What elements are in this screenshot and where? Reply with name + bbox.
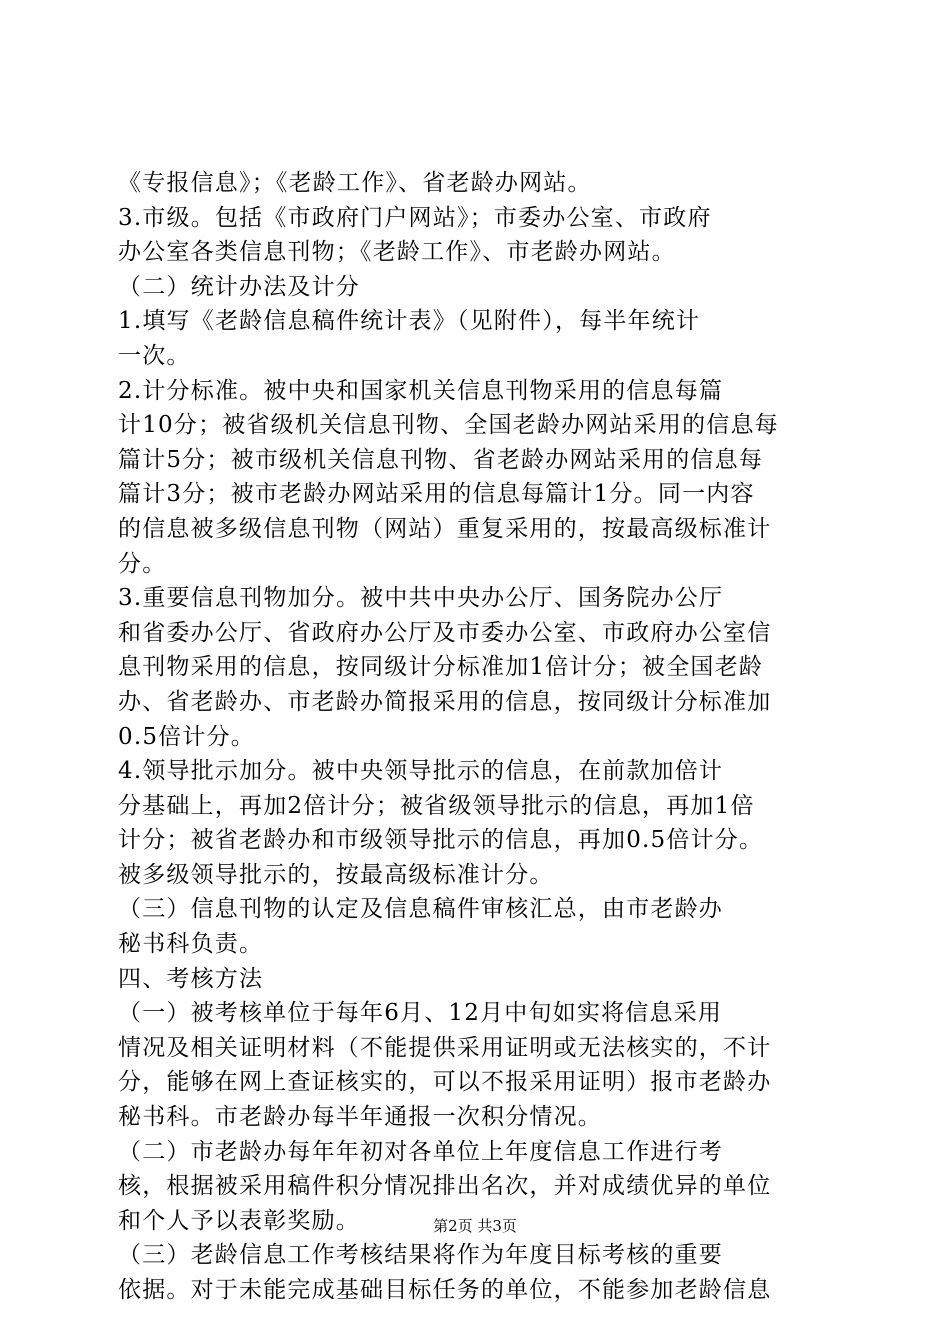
text-line: 2.计分标准。被中央和国家机关信息刊物采用的信息每篇 [118,377,724,404]
text-line: 核，根据被采用稿件积分情况排出名次，并对成绩优异的单位 [118,1173,772,1200]
text-line: 被多级领导批示的，按最高级标准计分。 [118,861,554,888]
text-line: 一次。 [118,342,191,369]
text-line: （三）信息刊物的认定及信息稿件审核汇总，由市老龄办 [118,896,723,923]
text-line: 计分；被省老龄办和市级领导批示的信息，再加0.5倍计分。 [118,827,764,854]
text-line: （二）市老龄办每年年初对各单位上年度信息工作进行考 [118,1138,723,1165]
text-line: 分基础上，再加2倍计分；被省级领导批示的信息，再加1倍 [118,792,755,819]
text-line: 篇计5分；被市级机关信息刊物、省老龄办网站采用的信息每 [118,446,764,473]
text-line: 四、考核方法 [118,965,264,992]
text-line: 3.重要信息刊物加分。被中共中央办公厅、国务院办公厅 [118,585,724,612]
text-line: 依据。对于未能完成基础目标任务的单位，不能参加老龄信息 [118,1277,772,1303]
text-line: （一）被考核单位于每年6月、12月中旬如实将信息采用 [118,1000,723,1027]
text-line: 3.市级。包括《市政府门户网站》；市委办公室、市政府 [118,204,712,231]
text-line: 办、省老龄办、市老龄办简报采用的信息，按同级计分标准加 [118,688,772,715]
text-line: 息刊物采用的信息，按同级计分标准加1倍计分；被全国老龄 [118,654,764,681]
text-line: 的信息被多级信息刊物（网站）重复采用的，按最高级标准计 [118,515,772,542]
text-line: 《专报信息》；《老龄工作》、省老龄办网站。 [118,170,592,196]
text-line: 秘书科负责。 [118,931,264,958]
text-line: 秘书科。市老龄办每半年通报一次积分情况。 [118,1104,602,1131]
text-line: 4.领导批示加分。被中央领导批示的信息，在前款加倍计 [118,758,724,785]
text-line: 分。 [118,550,167,577]
text-line: 情况及相关证明材料（不能提供采用证明或无法核实的，不计 [118,1034,772,1061]
text-line: 办公室各类信息刊物；《老龄工作》、市老龄办网站。 [118,239,676,266]
text-line: 篇计3分；被市老龄办网站采用的信息每篇计1分。同一内容 [118,481,755,508]
text-line: 0.5倍计分。 [118,723,255,750]
text-line: 1.填写《老龄信息稿件统计表》（见附件），每半年统计 [118,308,701,335]
text-line: （三）老龄信息工作考核结果将作为年度目标考核的重要 [118,1242,723,1269]
document-body [118,166,834,1308]
text-line: （二）统计办法及计分 [118,273,360,300]
page-footer: 第2页 共3页 [433,1217,517,1235]
text-line: 和省委办公厅、省政府办公厅及市委办公室、市政府办公室信 [118,619,772,646]
text-line: 分，能够在网上查证核实的，可以不报采用证明）报市老龄办 [118,1069,772,1096]
text-line: 计10分；被省级机关信息刊物、全国老龄办网站采用的信息每 [118,412,779,439]
text-line: 和个人予以表彰奖励。 [118,1207,360,1234]
